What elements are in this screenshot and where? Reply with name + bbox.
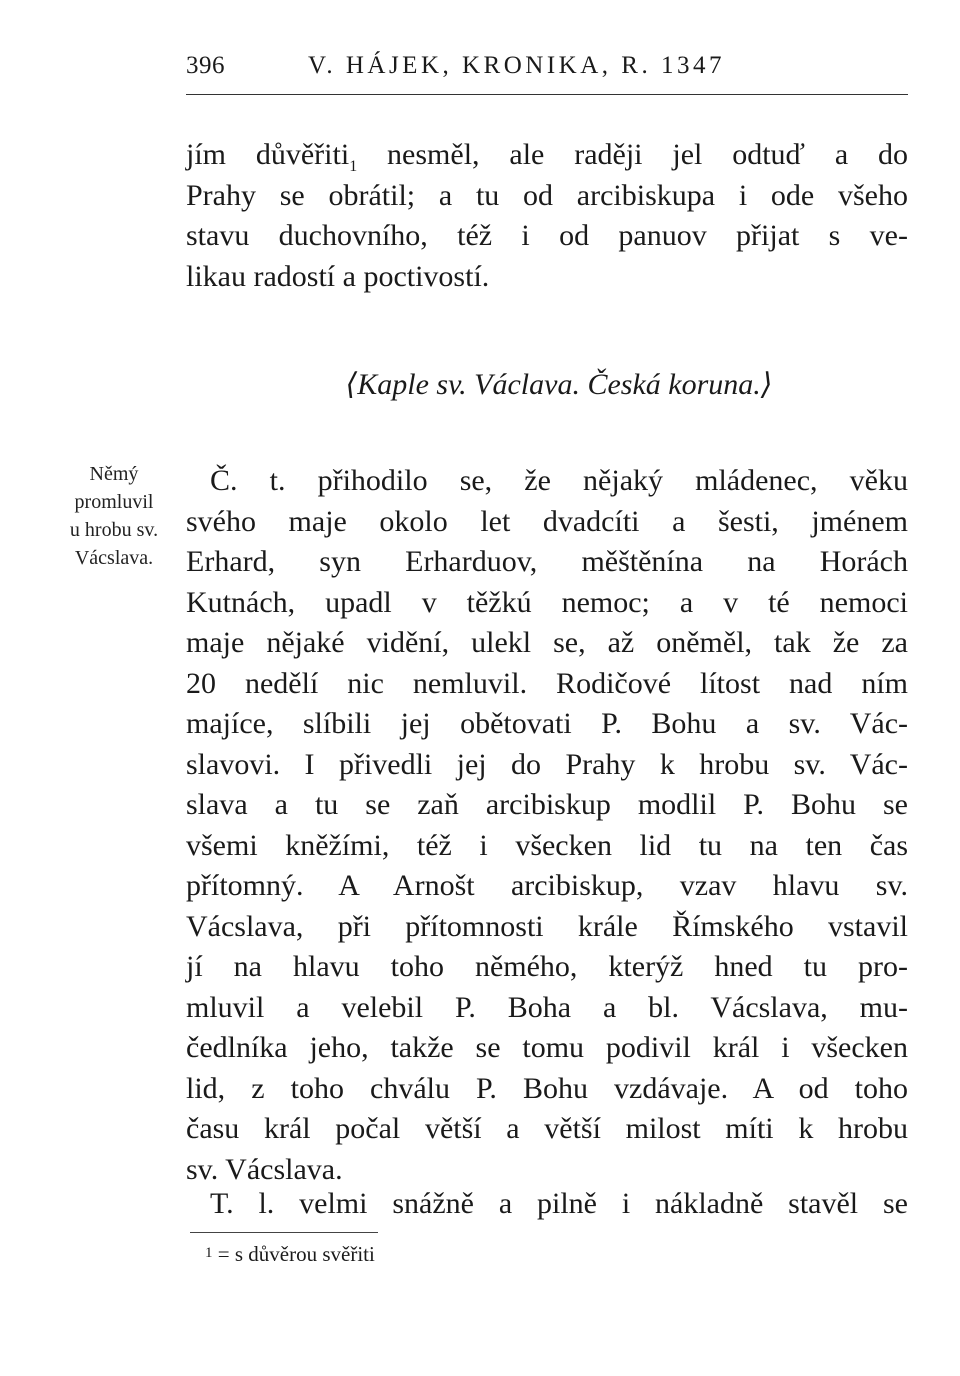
text-line: slavovi. I přivedli jej do Prahy k hrobu sv. Vác- bbox=[186, 747, 908, 781]
footnote bbox=[205, 1239, 375, 1268]
footnote-text: = s důvěrou svěřiti bbox=[212, 1242, 375, 1266]
footnote-mark: 1 bbox=[349, 158, 358, 175]
text-line: Prahy se obrátil; a tu od arcibiskupa i ode všeho bbox=[186, 178, 908, 212]
header-rule bbox=[186, 94, 908, 95]
text-line: všemi kněžími, též i všecken lid tu na ten čas bbox=[186, 828, 908, 862]
paragraph-2 bbox=[186, 461, 908, 1190]
margin-note-line: Němý bbox=[89, 463, 139, 485]
text-line: Erhard, syn Erharduov, měštěnína na Horách bbox=[186, 545, 908, 578]
paragraph-1 bbox=[186, 135, 908, 297]
text-line: mluvil a velebil P. Boha a bl. Vácslava, mu- bbox=[186, 990, 908, 1024]
text-line: T. l. velmi snážně a pilně i nákladně stavěl se bbox=[210, 1187, 908, 1220]
section-heading: ⟨Kaple sv. Václava. Česká koruna.⟩ bbox=[345, 368, 773, 401]
text-line: jí na hlavu toho němého, kterýž hned tu pro- bbox=[186, 950, 908, 983]
text-line: Kutnách, upadl v těžkú nemoc; a v té nemoci bbox=[186, 585, 908, 619]
margin-note-line: Vácslava. bbox=[74, 547, 154, 569]
text-line: čedlníka jeho, takže se tomu podivil král i všecken bbox=[186, 1031, 908, 1064]
paragraph-3 bbox=[186, 1184, 908, 1225]
text-line: svého maje okolo let dvadcíti a šesti, jménem bbox=[186, 504, 908, 538]
footnote-number: 1 bbox=[205, 1245, 213, 1261]
margin-note bbox=[46, 460, 182, 572]
text-line: stavu duchovního, též i od panuov přijat s ve- bbox=[186, 219, 908, 252]
text-line: slava a tu se zaň arcibiskup modlil P. Bohu se bbox=[186, 788, 908, 821]
text-line: jím důvěřiti$_1$ nesměl, ale raději jel odtuď a do bbox=[186, 138, 908, 175]
text-line: Vácslava, při přítomnosti krále Římského vstavil bbox=[186, 909, 908, 943]
page-header bbox=[186, 52, 908, 92]
page-number: 396 bbox=[186, 52, 225, 79]
text-line: majíce, slíbili jej obětovati P. Bohu a sv. Vác- bbox=[186, 707, 908, 740]
text-line: sv. Vácslava. bbox=[186, 1152, 343, 1186]
text-line: Č. t. přihodilo se, že nějaký mládenec, věku bbox=[210, 464, 908, 497]
text-line: 20 nedělí nic nemluvil. Rodičové lítost nad ním bbox=[186, 666, 908, 700]
text-line: přítomný. A Arnošt arcibiskup, vzav hlavu sv. bbox=[186, 869, 908, 902]
footnote-rule bbox=[190, 1232, 378, 1233]
margin-note-line: promluvil bbox=[74, 491, 154, 513]
text-line: lid, z toho chválu P. Bohu vzdávaje. A od toho bbox=[186, 1071, 908, 1105]
margin-note-line: u hrobu sv. bbox=[69, 519, 159, 541]
running-head: V. HÁJEK, KRONIKA, R. 1347 bbox=[308, 52, 725, 79]
text-line: maje nějaké vidění, ulekl se, až oněměl, tak že za bbox=[186, 626, 908, 659]
text-line: času král počal větší a větší milost míti k hrobu bbox=[186, 1112, 908, 1145]
text-line: likau radostí a poctivostí. bbox=[186, 259, 490, 293]
